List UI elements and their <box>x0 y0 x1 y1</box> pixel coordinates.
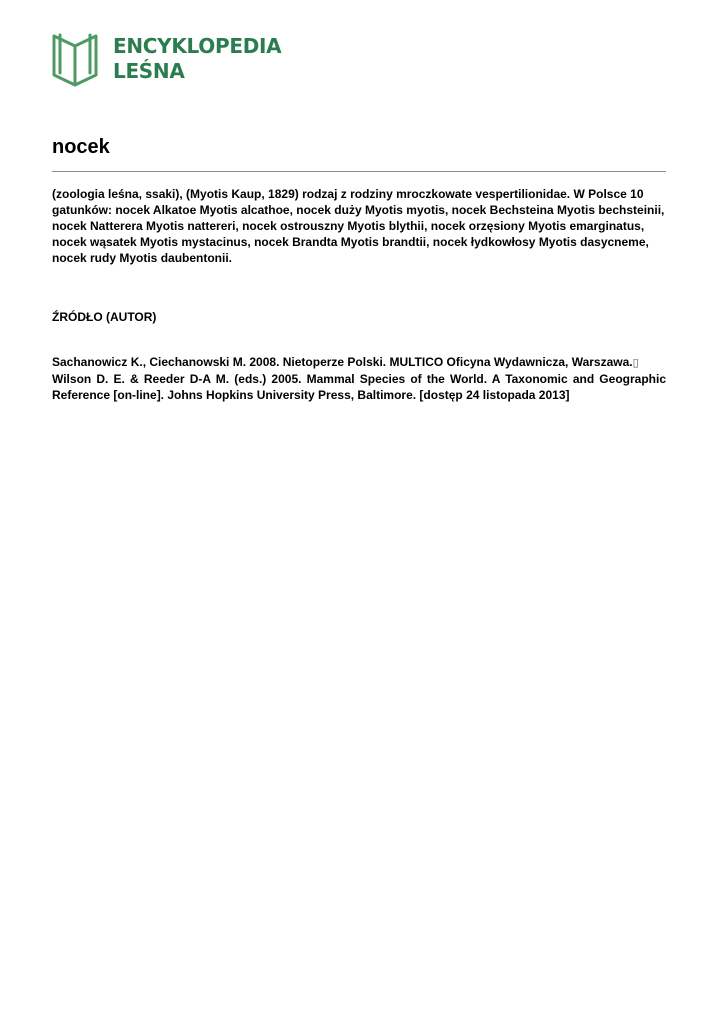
logo-wordmark <box>113 34 281 84</box>
source-item-1 <box>52 354 666 371</box>
title-divider <box>52 171 666 172</box>
logo-line-1: ENCYKLOPEDIA <box>113 34 282 58</box>
source-item-2: Wilson D. E. & Reeder D-A M. (eds.) 2005. Mammal Species of the World. A Taxonomic and Geographic Reference [on-line]. Johns Hopkins University Press, Baltimore. [dostęp 24 listopada 2013] <box>52 372 666 402</box>
open-book-icon <box>52 33 98 87</box>
sources-heading: ŹRÓDŁO (AUTOR) <box>52 310 157 324</box>
source-text-1: Sachanowicz K., Ciechanowski M. 2008. Nietoperze Polski. MULTICO Oficyna Wydawnicza, Warszawa. <box>52 355 633 369</box>
entry-title: nocek <box>52 136 110 158</box>
separator-box-icon: ▯ <box>632 357 639 369</box>
sources-list <box>52 354 666 403</box>
entry-definition: (zoologia leśna, ssaki), (Myotis Kaup, 1829) rodzaj z rodziny mroczkowate vespertilionidae. W Polsce 10 gatunków: nocek Alkatoe Myotis alcathoe, nocek duży Myotis myotis, nocek Bechsteina Myotis bechsteinii, nocek Natterera Myotis nattereri, nocek ostrouszny Myotis blythii, nocek orzęsiony Myotis emarginatus, nocek wąsatek Myotis mystacinus, nocek Brandta Myotis brandtii, nocek łydkowłosy Myotis dasycneme, nocek rudy Myotis daubentonii. <box>52 187 665 265</box>
site-logo[interactable] <box>52 33 281 87</box>
logo-line-2: LEŚNA <box>113 59 185 83</box>
